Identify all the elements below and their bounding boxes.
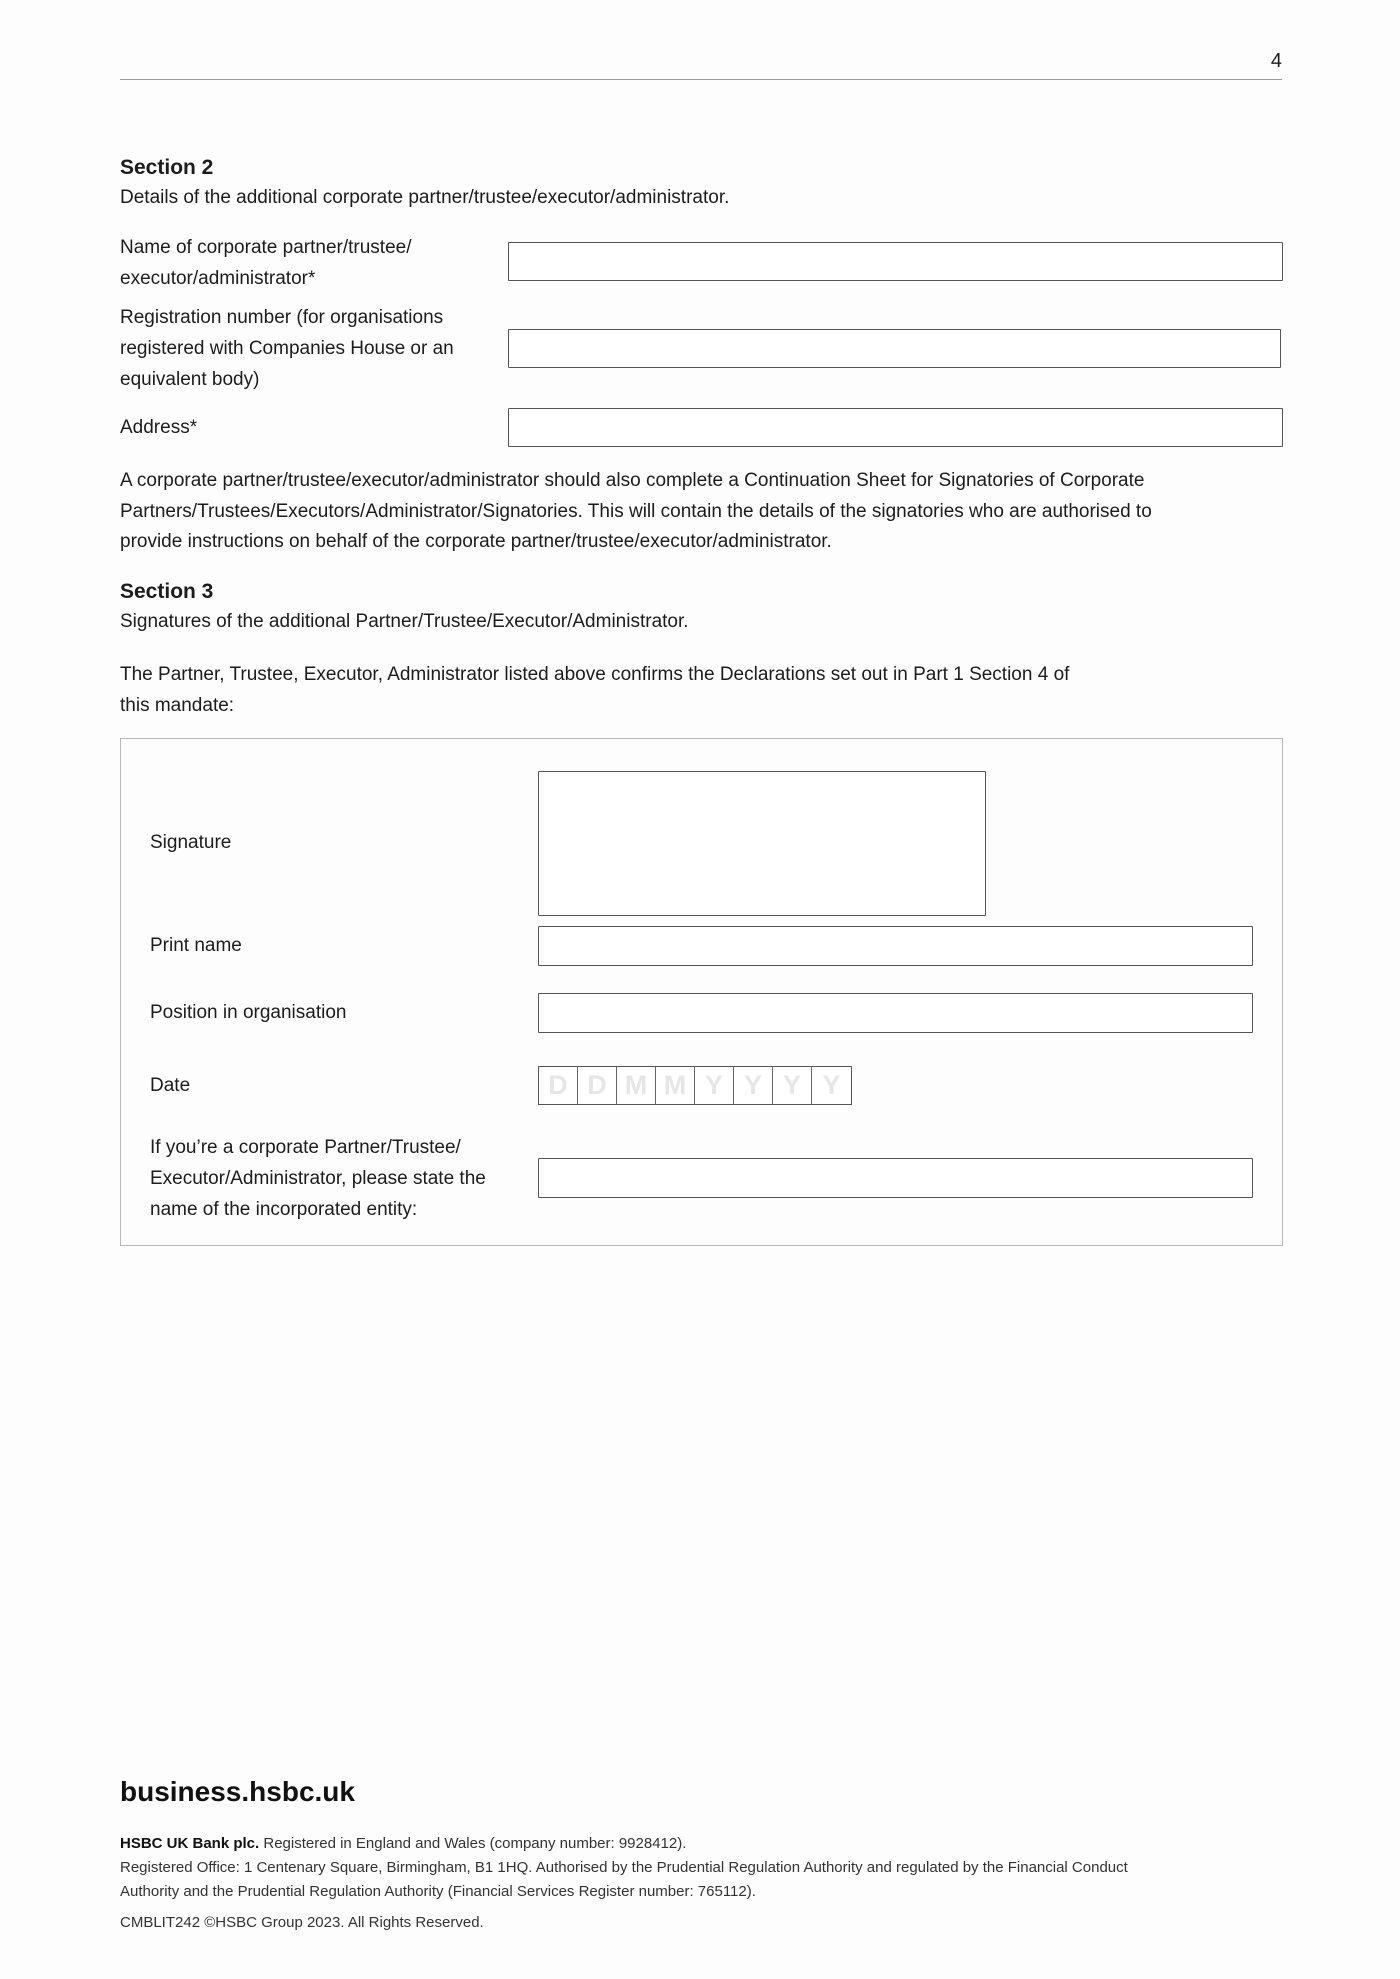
date-cell[interactable]: Y: [734, 1067, 773, 1104]
position-input[interactable]: [538, 993, 1253, 1033]
address-label: Address*: [120, 417, 198, 438]
section-3-title: Section 3: [120, 580, 214, 603]
corporate-name-input[interactable]: [508, 242, 1283, 281]
bank-name: HSBC UK Bank plc.: [120, 1835, 260, 1852]
continuation-sheet-note: A corporate partner/trustee/executor/administrator should also complete a Continuation Sheet for Signatories of Corporate Partners/Trustees/Executors/Administrator/Signatories. This will contain the details of the signatories who are authorised to provide instructions on behalf of the corporate partner/trustee/executor/administrator.: [120, 470, 1152, 552]
date-cell[interactable]: M: [617, 1067, 656, 1104]
section-2-title: Section 2: [120, 156, 214, 179]
declaration-intro: The Partner, Trustee, Executor, Administrator listed above confirms the Declarations set out in Part 1 Section 4 of this mandate:: [120, 664, 1070, 716]
section-3-subtitle: Signatures of the additional Partner/Trustee/Executor/Administrator.: [120, 611, 689, 632]
incorporated-entity-label: If you’re a corporate Partner/Trustee/ Executor/Administrator, please state the name of the incorporated entity:: [150, 1137, 486, 1220]
registration-text: Registered in England and Wales (company number: 9928412).: [259, 1835, 687, 1852]
registration-number-label: Registration number (for organisations registered with Companies House or an equivalent body): [120, 307, 454, 390]
date-cell[interactable]: Y: [822, 1070, 841, 1100]
date-input[interactable]: [538, 1066, 852, 1105]
signature-label: Signature: [150, 832, 232, 853]
section-2-subtitle: Details of the additional corporate partner/trustee/executor/administrator.: [120, 187, 730, 208]
page-number: 4: [1270, 50, 1282, 72]
copyright: CMBLIT242 ©HSBC Group 2023. All Rights Reserved.: [120, 1914, 484, 1931]
date-cell[interactable]: D: [578, 1067, 617, 1104]
date-cell[interactable]: Y: [773, 1067, 812, 1104]
position-label: Position in organisation: [150, 1002, 347, 1023]
registration-number-input[interactable]: [508, 329, 1281, 368]
header-divider: [120, 79, 1282, 80]
print-name-label: Print name: [150, 935, 242, 956]
date-cell[interactable]: D: [539, 1067, 578, 1104]
print-name-input[interactable]: [538, 926, 1253, 966]
date-label: Date: [150, 1075, 191, 1096]
registered-office-line2: Authority and the Prudential Regulation Authority (Financial Services Register number: 765112).: [120, 1883, 756, 1900]
legal-footer: [120, 1832, 1250, 1935]
registered-office-line1: Registered Office: 1 Centenary Square, Birmingham, B1 1HQ. Authorised by the Prudential Regulation Authority and regulated by the Financial Conduct: [120, 1859, 1128, 1876]
date-cell[interactable]: Y: [695, 1067, 734, 1104]
date-cell[interactable]: M: [656, 1067, 695, 1104]
incorporated-entity-input[interactable]: [538, 1158, 1253, 1198]
brand-url: business.hsbc.uk: [120, 1776, 355, 1807]
signature-box[interactable]: [538, 771, 986, 916]
address-input[interactable]: [508, 408, 1283, 447]
corporate-name-label: Name of corporate partner/trustee/ executor/administrator*: [120, 237, 412, 289]
